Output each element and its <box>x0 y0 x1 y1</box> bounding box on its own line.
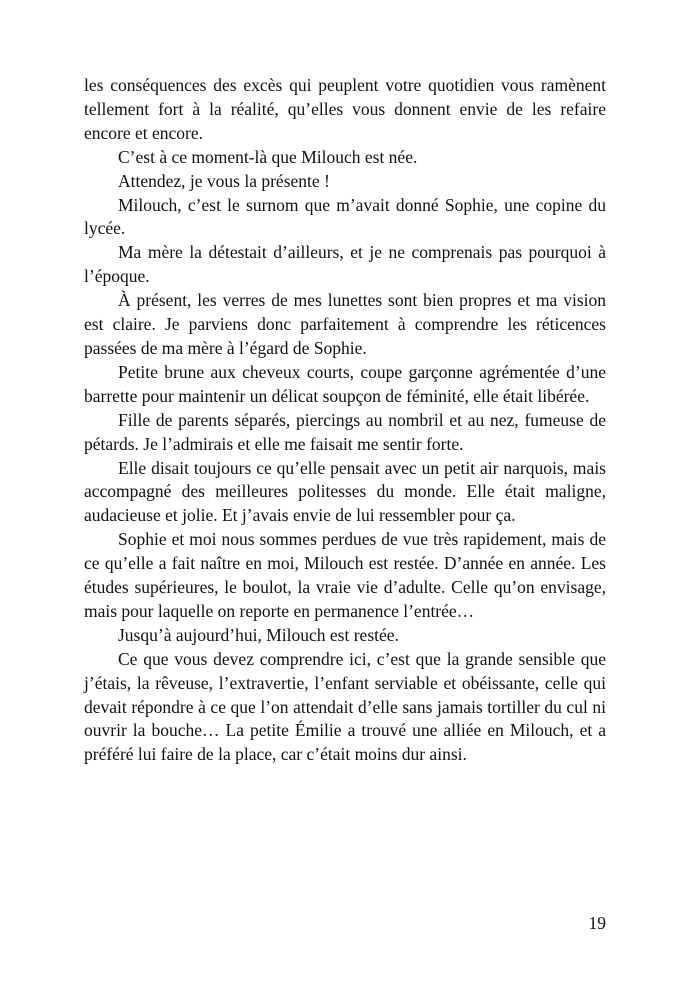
paragraph: Jusqu’à aujourd’hui, Milouch est restée. <box>118 624 399 645</box>
paragraph: Sophie et moi nous sommes perdues de vue très rapidement, mais de ce qu’elle a fait naître en moi, Milouch est restée. D’année en année. Les études supérieures, le boulot, la vraie vie d’adulte. Celle qu’on envisage, mais pour laquelle on reporte en permanence l’entrée… <box>84 529 606 621</box>
page-body <box>84 74 606 767</box>
paragraph: À présent, les verres de mes lunettes sont bien propres et ma vision est claire. Je parviens donc parfaitement à comprendre les réticences passées de ma mère à l’égard de Sophie. <box>84 290 606 358</box>
paragraph: les conséquences des excès qui peuplent votre quotidien vous ramènent tellement fort à la réalité, qu’elles vous donnent envie de les refaire encore et encore. <box>84 75 606 143</box>
paragraph: Attendez, je vous la présente ! <box>118 170 330 191</box>
paragraph: Petite brune aux cheveux courts, coupe garçonne agrémentée d’une barrette pour maintenir un délicat soupçon de féminité, elle était libérée. <box>84 361 606 406</box>
paragraph: Elle disait toujours ce qu’elle pensait avec un petit air narquois, mais accompagné des meilleures politesses du monde. Elle était maligne, audacieuse et jolie. Et j’avais envie de lui ressembler pour ça. <box>84 457 606 526</box>
paragraph: Milouch, c’est le surnom que m’avait donné Sophie, une copine du lycée. <box>84 194 606 239</box>
paragraph: Fille de parents séparés, piercings au nombril et au nez, fumeuse de pétards. Je l’admirais et elle me faisait me sentir forte. <box>84 409 606 454</box>
paragraph: C’est à ce moment-là que Milouch est née. <box>118 146 418 167</box>
page-number: 19 <box>588 913 606 933</box>
paragraph: Ma mère la détestait d’ailleurs, et je ne comprenais pas pourquoi à l’époque. <box>84 242 606 287</box>
paragraph: Ce que vous devez comprendre ici, c’est que la grande sensible que j’étais, la rêveuse, l’extravertie, l’enfant serviable et obéissante, celle qui devait répondre à ce que l’on attendait d’elle sans jamais tortiller du cul ni ouvrir la bouche… La petite Émilie a trouvé une alliée en Milouch, et a préféré lui faire de la place, car c’était moins dur ainsi. <box>84 648 606 765</box>
